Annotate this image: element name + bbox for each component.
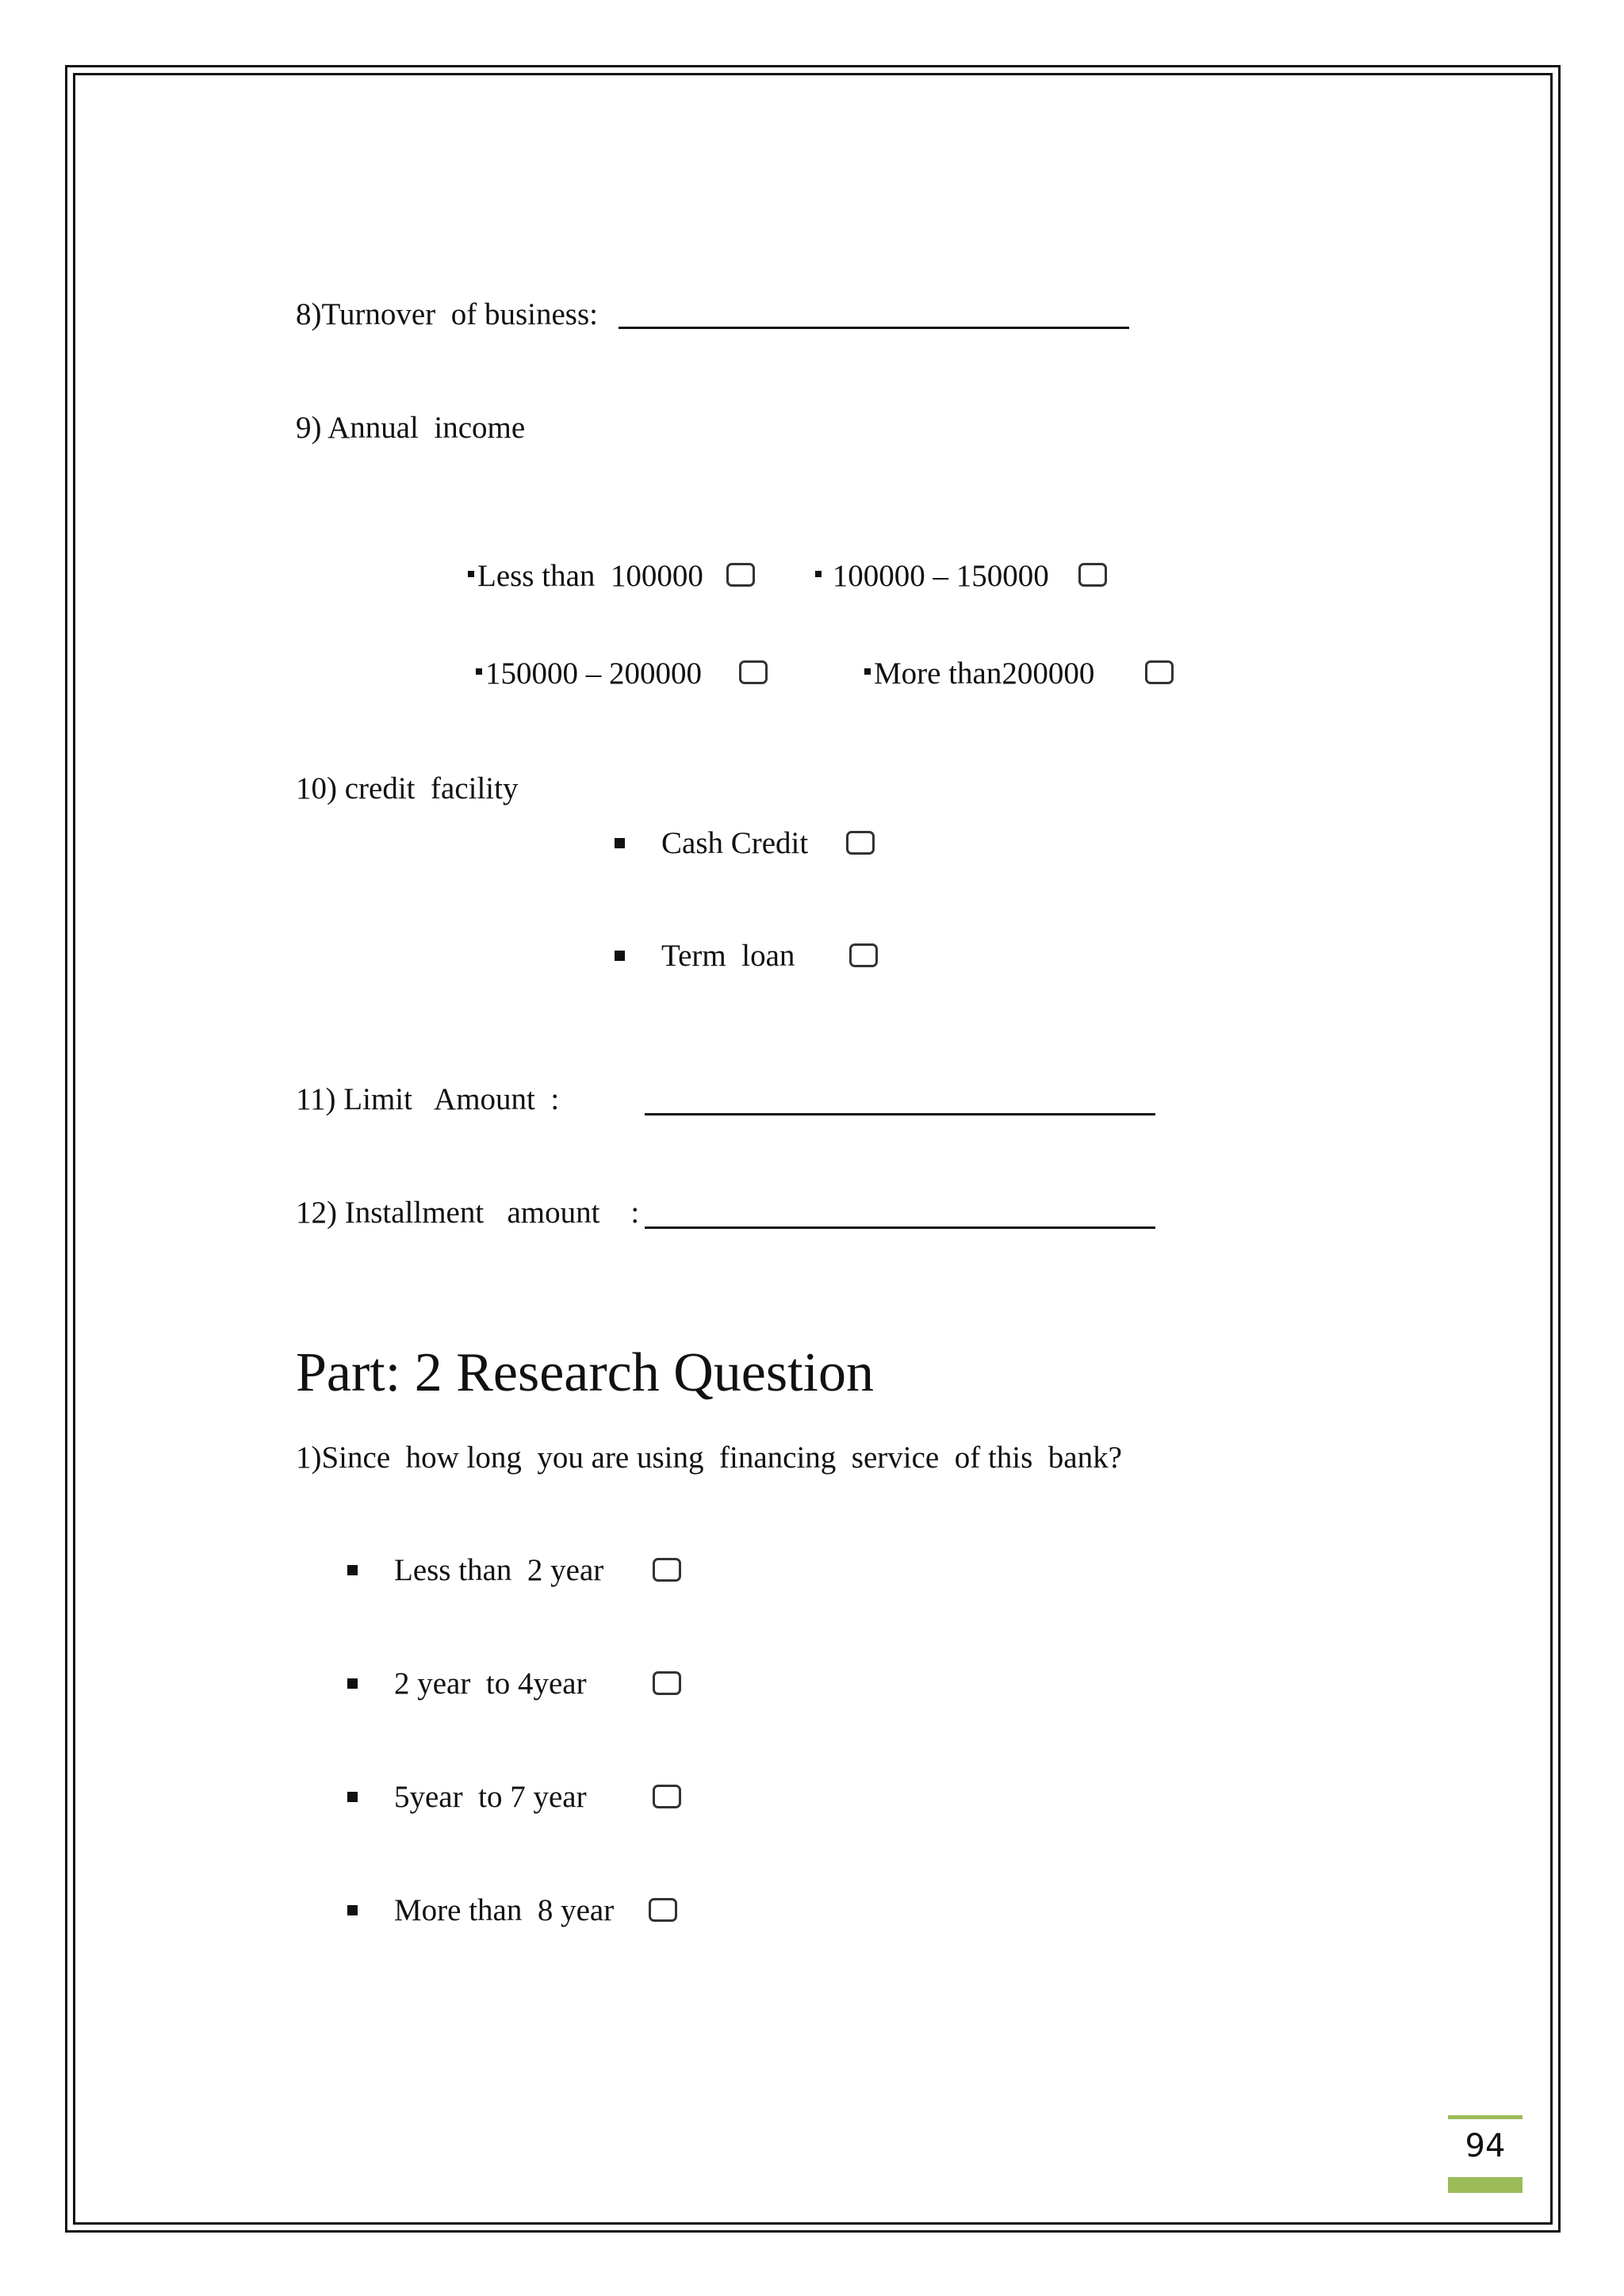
part2-q1-label: 1)Since how long you are using financing service of this bank? [296,1441,1122,1475]
q9-option-3-label: 150000 – 200000 [485,656,702,691]
q9-option-1-checkbox[interactable] [726,563,755,587]
q8-answer-line[interactable] [619,327,1129,329]
q10-option-2-checkbox[interactable] [849,943,878,967]
part2-q1-option-2-checkbox[interactable] [653,1671,681,1695]
q9-option-1 [468,561,703,591]
bullet-icon [815,571,822,577]
part2-q1-option-3-label: 5year to 7 year [394,1780,587,1814]
q9-option-1-label: Less than 100000 [477,559,703,593]
q9-option-2-checkbox[interactable] [1078,563,1107,587]
q9-label: 9) Annual income [296,411,526,445]
q11-answer-line[interactable] [645,1113,1155,1115]
q12-answer-line[interactable] [645,1226,1155,1229]
q9-option-4 [864,658,1094,689]
bullet-icon [615,951,625,961]
q9-option-3 [476,658,702,689]
q10-label: 10) credit facility [296,771,519,806]
q10-option-2-label: Term loan [661,939,795,973]
bullet-icon [347,1792,358,1802]
page-number-bottom-bar [1448,2177,1522,2193]
q9-option-2 [815,561,1049,591]
part2-q1-option-1-label: Less than 2 year [394,1553,604,1587]
bullet-icon [864,668,871,675]
part2-q1-option-4-checkbox[interactable] [649,1898,677,1922]
part2-q1-option-2-label: 2 year to 4year [394,1667,587,1701]
q11-label: 11) Limit Amount : [296,1082,560,1116]
part2-heading: Part: 2 Research Question [296,1342,874,1403]
q9-option-3-checkbox[interactable] [739,660,768,684]
bullet-icon [347,1565,358,1575]
page-number: 94 [1465,2128,1506,2164]
q9-option-4-label: More than200000 [874,656,1095,691]
q8-label: 8)Turnover of business: [296,297,598,331]
bullet-icon [615,838,625,848]
page-number-top-rule [1448,2115,1522,2119]
q10-option-1-checkbox[interactable] [846,831,875,855]
q9-option-4-checkbox[interactable] [1145,660,1174,684]
q10-option-1-label: Cash Credit [661,826,809,860]
q12-label: 12) Installment amount : [296,1196,640,1230]
q9-option-2-label: 100000 – 150000 [825,559,1049,593]
bullet-icon [347,1678,358,1689]
page-border-inner [73,73,1553,2225]
bullet-icon [476,668,482,675]
part2-q1-option-3-checkbox[interactable] [653,1785,681,1808]
bullet-icon [468,571,474,577]
part2-q1-option-4-label: More than 8 year [394,1893,615,1927]
bullet-icon [347,1905,358,1915]
part2-q1-option-1-checkbox[interactable] [653,1558,681,1582]
